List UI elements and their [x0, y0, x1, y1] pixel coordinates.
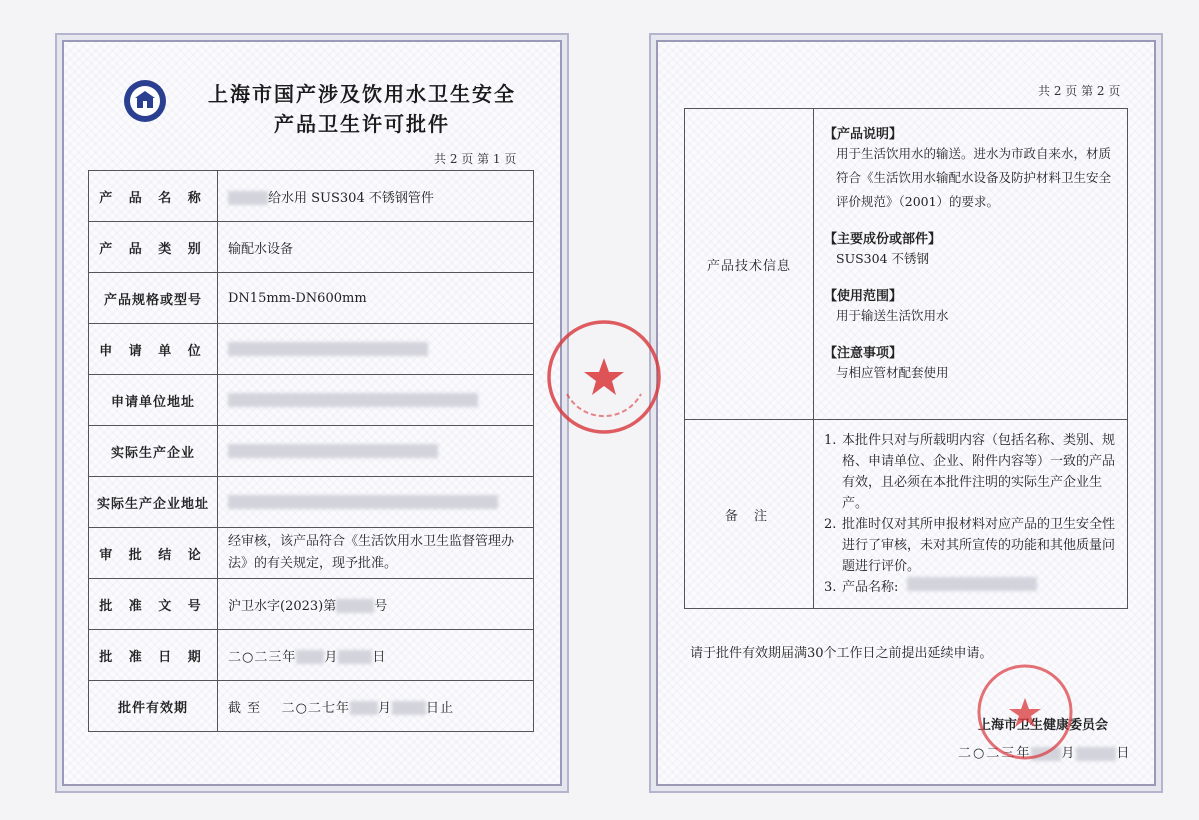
table-row	[89, 630, 534, 681]
permit-page-1	[62, 40, 562, 786]
list-item: 3. 产品名称:	[824, 577, 1117, 598]
approval-conclusion-value: 经审核，该产品符合《生活饮用水卫生监督管理办法》的有关规定，现予批准。	[218, 528, 534, 579]
document-title-line-1: 上海市国产涉及饮用水卫生安全	[208, 82, 516, 106]
product-name-value: 给水用 SUS304 不锈钢管件	[218, 171, 534, 222]
issue-date: 二○二三年 月 日	[958, 746, 1132, 761]
health-commission-emblem-icon	[122, 78, 168, 124]
validity-value: 截 至 二○二七年 月 日止	[218, 681, 534, 732]
redacted-block	[228, 191, 268, 205]
section-body: 与相应管材配套使用	[836, 365, 949, 380]
row-label: 实际生产企业	[89, 426, 218, 477]
row-label: 批 准 日 期	[89, 630, 218, 681]
row-label: 申 请 单 位	[89, 324, 218, 375]
table-row	[89, 375, 534, 426]
table-row	[685, 420, 1128, 609]
table-row	[89, 324, 534, 375]
applicant-address-value	[218, 375, 534, 426]
remarks-label: 备 注	[685, 420, 814, 609]
tech-info-content	[814, 109, 1128, 420]
redacted-block	[228, 342, 428, 356]
page-1-header	[64, 70, 560, 140]
redacted-block	[228, 444, 438, 458]
issuing-authority: 上海市卫生健康委员会	[978, 718, 1109, 733]
table-row	[89, 222, 534, 273]
permit-info-table	[88, 170, 534, 732]
page-2-indicator: 共 2 页 第 2 页	[1038, 84, 1121, 98]
table-row	[89, 528, 534, 579]
row-label: 申请单位地址	[89, 375, 218, 426]
row-label: 产 品 类 别	[89, 222, 218, 273]
issuer-seal-icon	[975, 662, 1075, 762]
redacted-block	[1076, 747, 1116, 761]
section-title: 【注意事项】	[824, 346, 903, 361]
redacted-block	[338, 650, 372, 664]
approval-date-value: 二○二三年 月 日	[218, 630, 534, 681]
product-category-value: 输配水设备	[218, 222, 534, 273]
remarks-content	[814, 420, 1128, 609]
row-label: 产品规格或型号	[89, 273, 218, 324]
tech-info-label: 产品技术信息	[685, 109, 814, 420]
table-row	[685, 109, 1128, 420]
table-row	[89, 579, 534, 630]
redacted-block	[350, 701, 378, 715]
list-item: 2. 批准时仅对其所申报材料对应产品的卫生安全性进行了审核，未对其所宣传的功能和其他质量问题进行评价。	[824, 517, 1116, 574]
row-label: 批 准 文 号	[89, 579, 218, 630]
redacted-block	[907, 577, 1037, 591]
renewal-note: 请于批件有效期届满30个工作日之前提出延续申请。	[690, 646, 993, 661]
manufacturer-value	[218, 426, 534, 477]
section-body: SUS304 不锈钢	[836, 251, 929, 266]
table-row	[89, 681, 534, 732]
row-label: 产 品 名 称	[89, 171, 218, 222]
redacted-block	[296, 650, 324, 664]
permit-page-2	[656, 40, 1156, 786]
product-spec-value: DN15mm-DN600mm	[218, 273, 534, 324]
redacted-block	[392, 701, 426, 715]
redacted-block	[228, 495, 498, 509]
page-1-indicator: 共 2 页 第 1 页	[434, 152, 517, 166]
applicant-value	[218, 324, 534, 375]
section-title: 【使用范围】	[824, 289, 903, 304]
row-label: 批件有效期	[89, 681, 218, 732]
approval-number-value: 沪卫水字(2023)第 号	[218, 579, 534, 630]
table-row	[89, 273, 534, 324]
redacted-block	[228, 393, 478, 407]
table-row	[89, 426, 534, 477]
table-row	[89, 171, 534, 222]
table-row	[89, 477, 534, 528]
section-body: 用于输送生活饮用水	[836, 308, 949, 323]
list-item: 1. 本批件只对与所载明内容（包括名称、类别、规格、申请单位、企业、附件内容等）一致的产品有效，且必须在本批件注明的实际生产企业生产。	[824, 433, 1116, 511]
section-body: 用于生活饮用水的输送。进水为市政自来水，材质符合《生活饮用水输配水设备及防护材料卫生安全评价规范》（2001）的要求。	[836, 146, 1112, 209]
section-title: 【主要成份或部件】	[824, 232, 942, 247]
manufacturer-address-value	[218, 477, 534, 528]
row-label: 审 批 结 论	[89, 528, 218, 579]
row-label: 实际生产企业地址	[89, 477, 218, 528]
official-seal-icon	[545, 318, 663, 436]
technical-info-table	[684, 108, 1128, 609]
redacted-block	[336, 599, 374, 613]
document-title-line-2: 产品卫生许可批件	[274, 112, 450, 136]
section-title: 【产品说明】	[824, 127, 903, 142]
